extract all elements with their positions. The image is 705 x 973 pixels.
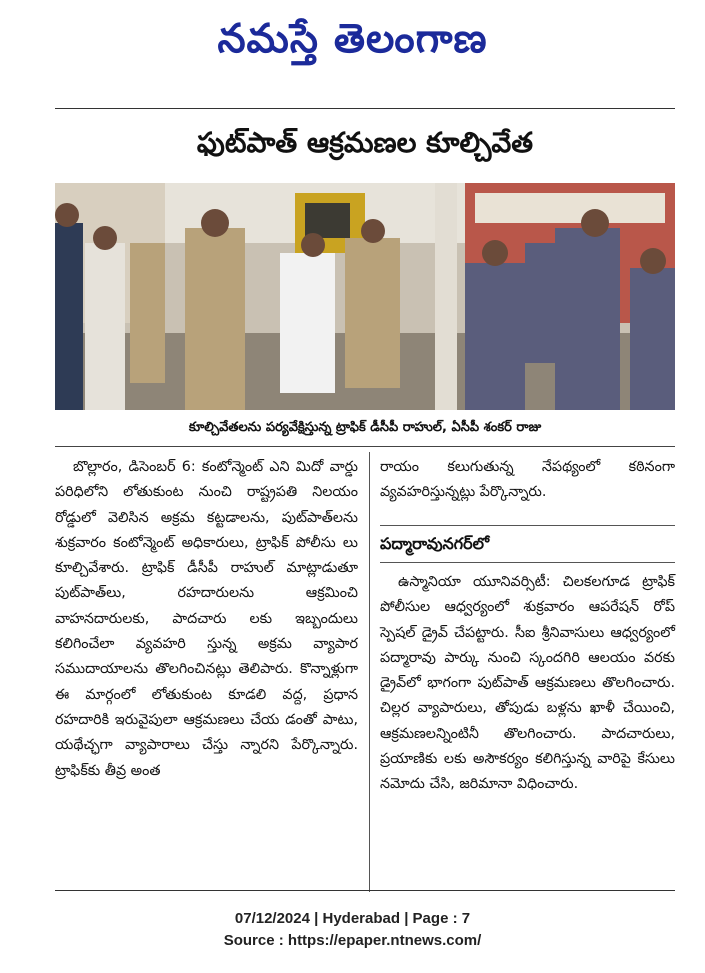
column-divider [369,452,370,892]
article-column-left [55,455,358,890]
article-paragraph-continued: రాయం కలుగుతున్న నేపథ్యంలో కఠినంగా వ్యవహరిస్తున్నట్లు పేర్కొన్నారు. [380,459,675,501]
news-photo [55,183,675,410]
divider [55,108,675,109]
newspaper-masthead [0,4,705,74]
photo-caption: కూల్చివేతలను పర్యవేక్షిస్తున్న ట్రాఫిక్ డీసీపీ రాహుల్, ఏసీపీ శంకర్ రాజు [55,410,675,447]
article-subheading: పద్మారావునగర్‌లో [380,525,675,563]
article-column-right-bottom [380,570,675,890]
article-paragraph: బొల్లారం, డిసెంబర్ 6: కంటోన్మెంట్ ఎని మిదో వార్డు పరిధిలోని లోతుకుంట నుంచి రాష్ట్రపతి నిలయం రోడ్డులో వెలిసిన అక్రమ కట్టడాలను, పుట్‌పాత్‌లను శుక్రవారం కంటోన్మెంట్ అధికారులు, ట్రాఫిక్ పోలీసు లు కూల్చివేశారు. ట్రాఫిక్ డీసీపీ రాహుల్ మాట్లాడుతూ పుట్‌పాత్‌లు, రహదారులను ఆక్రమించి వాహనదారులకు, పాదచారు లకు ఇబ్బందులు కలిగించేలా వ్యవహరి స్తున్న అక్రమ వ్యాపార సముదాయాలను తొలగించినట్లు తెలిపారు. కొన్నాళ్లుగా ఈ మార్గంలో లోతుకుంట కూడలి వద్ద, ప్రధాన రహదారికి ఇరువైపులా ఆక్రమణలు చేయ డంతో పాటు, యథేచ్ఛగా వ్యాపారాలు చేస్తు న్నారని పేర్కొన్నారు. ట్రాఫిక్‌కు తీవ్ర అంత [55,459,358,779]
footer-date-line: 07/12/2024 | Hyderabad | Page : 7 [234,910,471,927]
article-paragraph-2: ఉస్మానియా యూనివర్సిటీ: చిలకలగూడ ట్రాఫిక్ పోలీసుల ఆధ్వర్యంలో శుక్రవారం ఆపరేషన్ రోప్ స్పెషల్ డ్రైవ్ చేపట్టారు. సీఐ శ్రీనివాసులు ఆధ్వర్యంలో పద్మారావు పార్కు నుంచి స్కందగిరి ఆలయం వరకు డ్రైవ్‌లో భాగంగా పుట్‌పాత్ ఆక్రమణలు తొలగించారు. చిల్లర వ్యాపారులు, తోపుడు బళ్లను ఖాళీ చేయించి, ఆక్రమణలన్నింటినీ తొలగించారు. పాదచారులు, ప్రయాణికు లకు అసౌకర్యం కలిగిస్తున్న వారిపై కేసులు నమోదు చేసి, జరిమానా విధించారు. [380,574,675,793]
footer-source-link[interactable]: Source : https://epaper.ntnews.com/ [223,932,482,949]
article-headline: ఫుట్‌పాత్ ఆక్రమణల కూల్చివేత [196,126,534,159]
article-column-right-top [380,455,675,525]
page-footer [0,908,705,952]
divider [55,890,675,891]
masthead-title: నమస్తే తెలంగాణ [217,16,488,62]
